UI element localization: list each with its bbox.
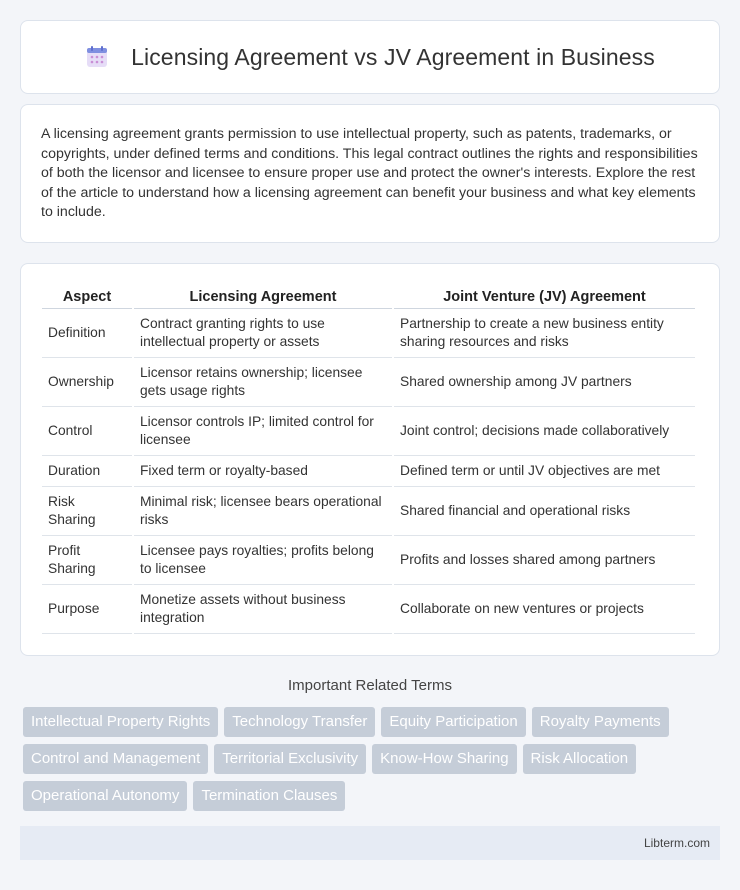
header-aspect: Aspect <box>42 284 132 309</box>
calendar-icon <box>85 45 109 69</box>
header-card <box>20 20 720 94</box>
comparison-table <box>40 284 697 634</box>
header-jv: Joint Venture (JV) Agreement <box>394 284 695 309</box>
cell-aspect: Risk Sharing <box>42 487 132 536</box>
table-row <box>42 456 695 487</box>
cell-licensing: Monetize assets without business integration <box>134 585 392 634</box>
table-row <box>42 309 695 358</box>
intro-card <box>20 104 720 243</box>
cell-aspect: Ownership <box>42 358 132 407</box>
footer-site-link[interactable]: Libterm.com <box>643 836 710 850</box>
cell-licensing: Minimal risk; licensee bears operational risks <box>134 487 392 536</box>
cell-jv: Shared ownership among JV partners <box>394 358 695 407</box>
comparison-table-card <box>20 263 720 656</box>
table-row <box>42 358 695 407</box>
cell-aspect: Definition <box>42 309 132 358</box>
table-row <box>42 487 695 536</box>
title-wrap <box>85 44 655 71</box>
table-row <box>42 585 695 634</box>
cell-aspect: Purpose <box>42 585 132 634</box>
tag-operational-autonomy[interactable]: Operational Autonomy <box>23 781 187 811</box>
tag-technology-transfer[interactable]: Technology Transfer <box>224 707 375 737</box>
related-terms-title: Important Related Terms <box>288 677 452 694</box>
table-row <box>42 536 695 585</box>
related-terms-section <box>20 676 720 811</box>
cell-licensing: Licensee pays royalties; profits belong to licensee <box>134 536 392 585</box>
cell-jv: Shared financial and operational risks <box>394 487 695 536</box>
cell-aspect: Profit Sharing <box>42 536 132 585</box>
cell-licensing: Licensor retains ownership; licensee gets usage rights <box>134 358 392 407</box>
footer <box>20 826 720 860</box>
tag-risk-allocation[interactable]: Risk Allocation <box>523 744 637 774</box>
cell-jv: Partnership to create a new business entity sharing resources and risks <box>394 309 695 358</box>
table-row <box>42 407 695 456</box>
cell-jv: Profits and losses shared among partners <box>394 536 695 585</box>
cell-jv: Joint control; decisions made collaboratively <box>394 407 695 456</box>
header-licensing: Licensing Agreement <box>134 284 392 309</box>
cell-aspect: Duration <box>42 456 132 487</box>
tag-termination-clauses[interactable]: Termination Clauses <box>193 781 345 811</box>
cell-jv: Defined term or until JV objectives are met <box>394 456 695 487</box>
tag-territorial-exclusivity[interactable]: Territorial Exclusivity <box>214 744 366 774</box>
cell-jv: Collaborate on new ventures or projects <box>394 585 695 634</box>
tag-know-how-sharing[interactable]: Know-How Sharing <box>372 744 516 774</box>
cell-licensing: Fixed term or royalty-based <box>134 456 392 487</box>
related-terms-tags <box>20 707 720 811</box>
table-header-row <box>42 284 695 309</box>
tag-control-and-management[interactable]: Control and Management <box>23 744 208 774</box>
tag-royalty-payments[interactable]: Royalty Payments <box>532 707 669 737</box>
tag-equity-participation[interactable]: Equity Participation <box>381 707 525 737</box>
tag-intellectual-property-rights[interactable]: Intellectual Property Rights <box>23 707 218 737</box>
cell-licensing: Contract granting rights to use intellectual property or assets <box>134 309 392 358</box>
cell-aspect: Control <box>42 407 132 456</box>
intro-text: A licensing agreement grants permission to use intellectual property, such as patents, trademarks, or copyrights, under defined terms and conditions. This legal contract outlines the rights and responsibilities of both the licensor and licensee to ensure proper use and protect the owner's interests. Explore the rest of the article to understand how a licensing agreement can benefit your business and what key elements to include. <box>41 126 698 221</box>
page-title: Licensing Agreement vs JV Agreement in Business <box>131 43 655 70</box>
cell-licensing: Licensor controls IP; limited control for licensee <box>134 407 392 456</box>
